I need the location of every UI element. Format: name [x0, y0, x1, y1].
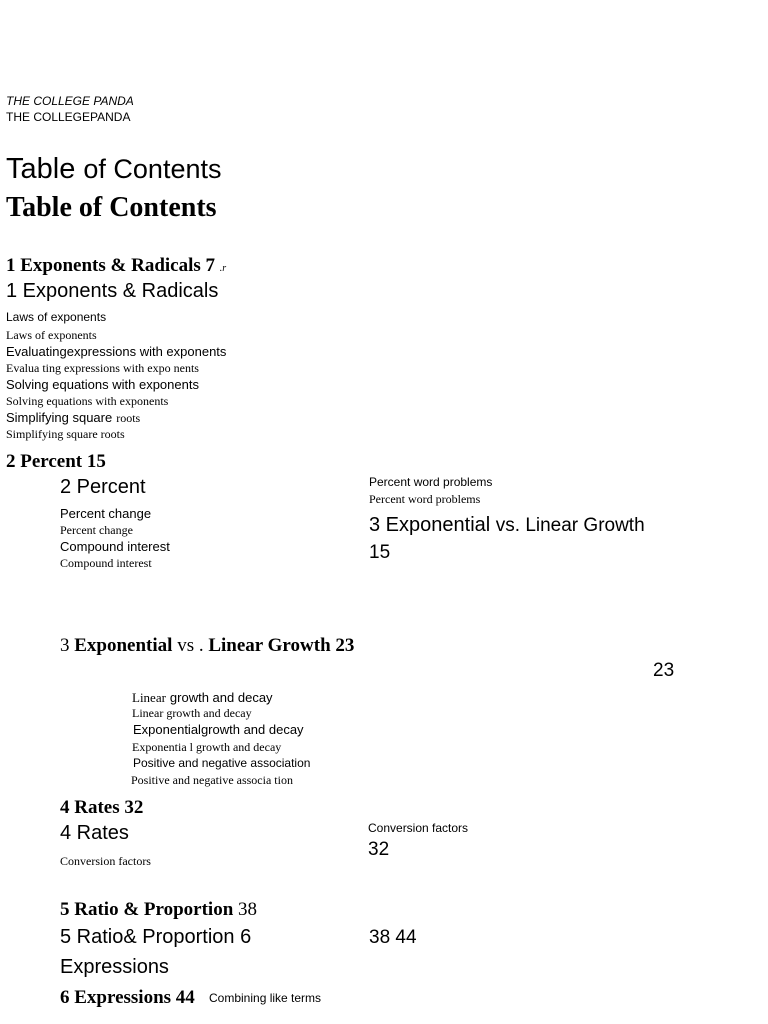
ch2-right-next-chapter: [369, 515, 645, 535]
ch4-right-page: 32: [368, 839, 390, 860]
ch3-item-part: Linear: [132, 690, 166, 705]
ch2-right-next-rest: vs. Linear Growth: [495, 515, 645, 536]
ch1-item: Laws of exponents: [6, 310, 107, 324]
toc-title-serif: Table of Contents: [6, 192, 217, 223]
ch1-item-mixed: [6, 410, 140, 426]
ch5-right-pages: 38 44: [369, 927, 417, 948]
ch1-item-part: Simplifying square: [6, 410, 113, 425]
ch4-item: Conversion factors: [60, 854, 151, 868]
ch3-item: Linear growth and decay: [132, 706, 252, 720]
ch5-heading-page: 38: [238, 899, 258, 920]
ch1-item: Laws of exponents: [6, 328, 97, 342]
ch1-item: Evaluatingexpressions with exponents: [6, 344, 227, 359]
ch3-heading-part: 3: [60, 635, 70, 656]
ch3-item-part: growth and decay: [169, 690, 273, 705]
ch6-item: Combining like terms: [209, 991, 322, 1005]
ch1-heading-text: 1 Exponents & Radicals 7: [6, 255, 216, 276]
ch3-heading-part: vs .: [177, 635, 204, 656]
ch1-heading-serif: [6, 256, 226, 275]
ch5-heading-serif: [60, 900, 257, 919]
ch1-mark: .r: [219, 263, 227, 274]
ch2-heading-serif: 2 Percent 15: [6, 451, 106, 472]
ch2-right-page: 15: [369, 542, 391, 563]
ch3-heading-serif: [60, 636, 354, 655]
brand-plain: THE COLLEGEPANDA: [6, 110, 131, 124]
brand-italic: THE COLLEGE PANDA: [6, 94, 134, 108]
ch5-heading-sans: 5 Ratio& Proportion 6: [60, 926, 252, 948]
ch2-right-item: Percent word problems: [369, 475, 493, 489]
ch3-item: Exponentia l growth and decay: [132, 740, 282, 754]
ch1-item: Solving equations with exponents: [6, 377, 199, 392]
ch3-item: Positive and negative associa tion: [131, 773, 293, 787]
ch6-heading-sans: Expressions: [60, 956, 169, 978]
ch1-item-part: roots: [116, 411, 141, 425]
ch3-item-mixed: [132, 690, 273, 706]
ch1-item: Simplifying square roots: [6, 427, 125, 441]
ch2-item: Compound interest: [60, 556, 152, 570]
ch2-item: Percent change: [60, 523, 133, 537]
ch2-heading-sans: 2 Percent: [60, 476, 146, 498]
ch3-page-right: 23: [653, 660, 675, 681]
ch2-item: Percent change: [60, 506, 152, 521]
ch1-item: Solving equations with exponents: [6, 394, 169, 408]
ch3-item: Exponentialgrowth and decay: [133, 722, 304, 737]
ch4-right-item: Conversion factors: [368, 821, 469, 835]
ch6-heading-serif: 6 Expressions 44: [60, 987, 195, 1008]
ch2-right-item: Percent word problems: [369, 492, 481, 506]
toc-title-word: Table: [6, 153, 76, 185]
ch3-heading-part: Exponential: [74, 635, 173, 656]
toc-title-sans: [6, 155, 221, 184]
ch3-item: Positive and negative association: [133, 756, 311, 770]
ch3-heading-part: Linear Growth 23: [208, 635, 355, 656]
ch4-heading-sans: 4 Rates: [60, 822, 129, 844]
ch1-item: Evalua ting expressions with expo nents: [6, 361, 199, 375]
ch4-heading-serif: 4 Rates 32: [60, 797, 144, 818]
ch2-item: Compound interest: [60, 539, 170, 554]
ch5-heading-text: 5 Ratio & Proportion: [60, 899, 234, 920]
toc-title-rest: of Contents: [83, 154, 222, 184]
ch2-right-next-word: 3 Exponential: [369, 514, 491, 536]
ch1-heading-sans: 1 Exponents & Radicals: [6, 280, 219, 302]
